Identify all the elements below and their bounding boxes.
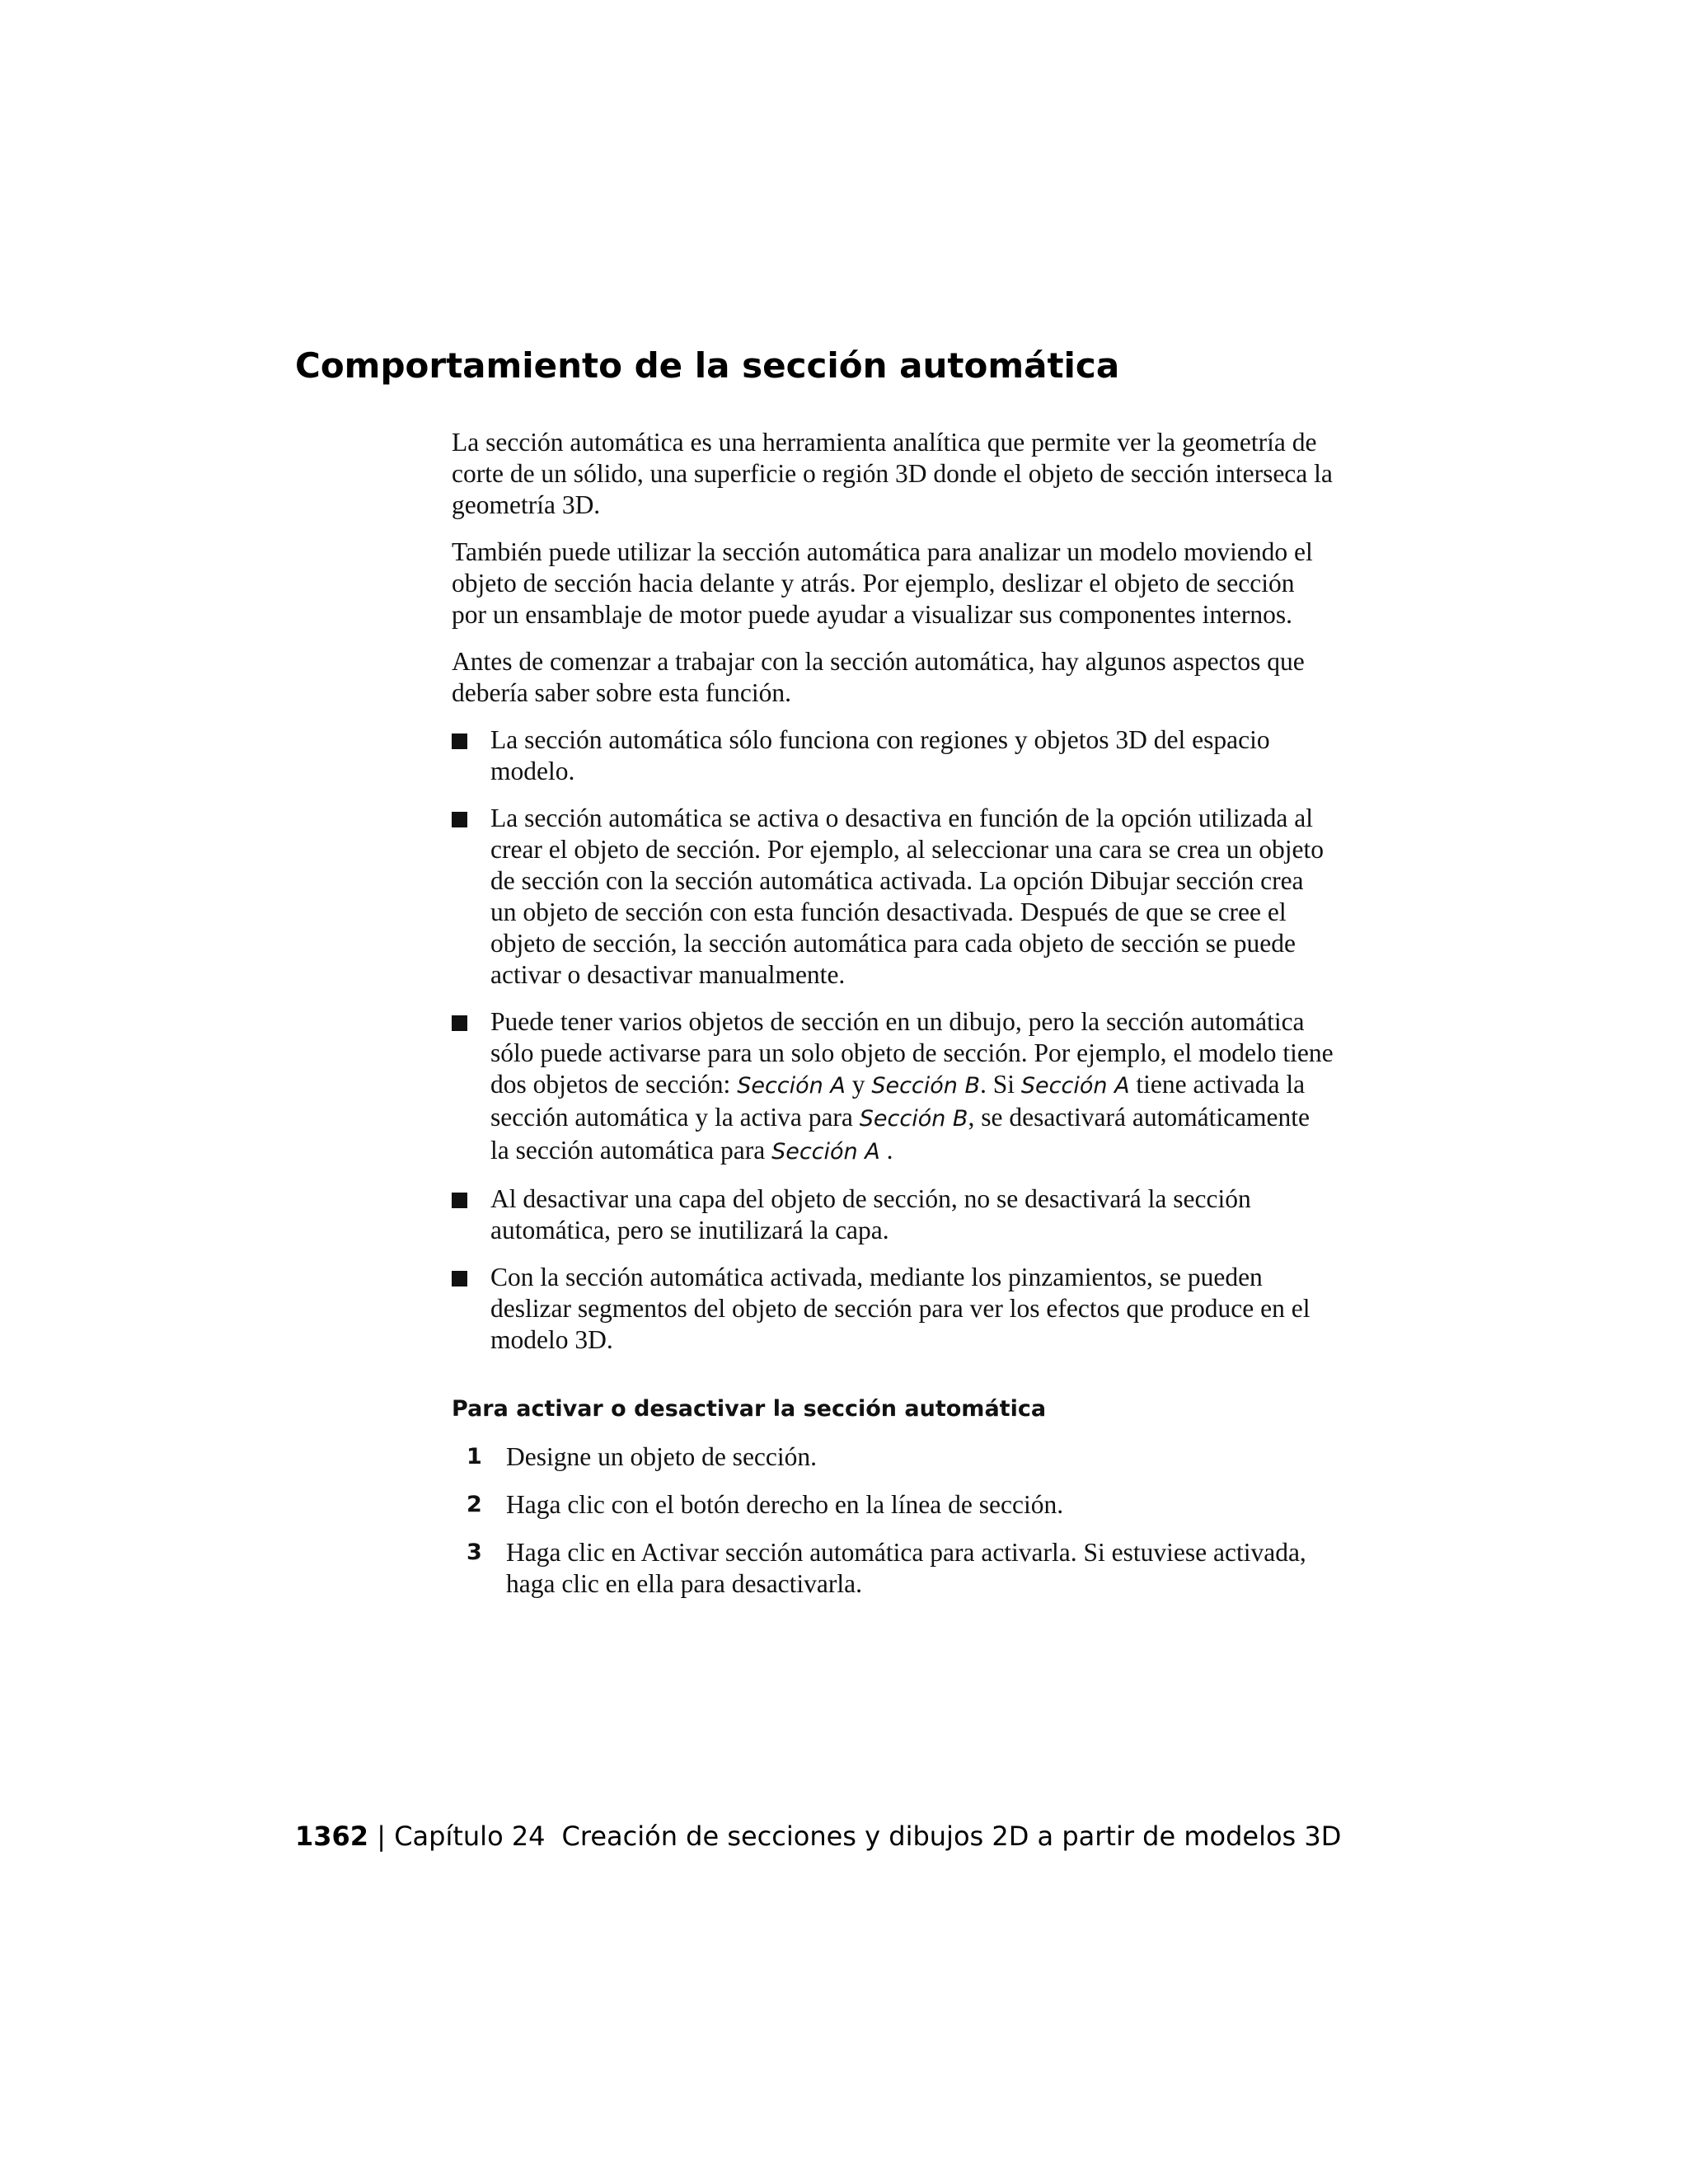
bullet-text: Al desactivar una capa del objeto de sección, no se desactivará la sección automática, pero se inutilizará la capa. (490, 1184, 1251, 1244)
section-heading: Comportamiento de la sección automática (295, 345, 1120, 386)
italic-term: Sección A (771, 1139, 880, 1165)
bullet-text: La sección automática sólo funciona con regiones y objetos 3D del espacio modelo. (490, 725, 1270, 785)
body-content (452, 427, 1334, 1616)
page-number: 1362 (295, 1821, 369, 1852)
bullet-item (452, 803, 1334, 991)
chapter-title: Creación de secciones y dibujos 2D a partir de modelos 3D (561, 1821, 1342, 1852)
bullet-item (452, 1006, 1334, 1168)
square-bullet-icon (452, 733, 467, 749)
paragraph: Antes de comenzar a trabajar con la sección automática, hay algunos aspectos que debería saber sobre esta función. (452, 647, 1305, 707)
bullet-list (452, 724, 1334, 1356)
chapter-label: Capítulo 24 (394, 1821, 546, 1852)
bullet-item (452, 1183, 1334, 1246)
paragraph: La sección automática es una herramienta analítica que permite ver la geometría de corte de un sólido, una superficie o región 3D donde el objeto de sección interseca la geometría 3D. (452, 428, 1333, 519)
step-text: Haga clic en Activar sección automática para activarla. Si estuviese activada, haga clic en ella para desactivarla. (506, 1538, 1306, 1598)
bullet-text: Con la sección automática activada, mediante los pinzamientos, se pueden deslizar segmentos del objeto de sección para ver los efectos que produce en el modelo 3D. (490, 1263, 1311, 1354)
square-bullet-icon (452, 1193, 467, 1208)
italic-term: Sección A (737, 1073, 846, 1099)
step-list (452, 1441, 1334, 1600)
square-bullet-icon (452, 812, 467, 827)
page-footer (295, 1818, 1341, 1854)
step-item (452, 1489, 1334, 1521)
bullet-item (452, 1262, 1334, 1356)
step-number: 2 (467, 1492, 482, 1517)
step-number: 3 (467, 1540, 482, 1565)
text-run: y (845, 1070, 872, 1099)
step-item (452, 1537, 1334, 1600)
bullet-item (452, 724, 1334, 787)
step-item (452, 1441, 1334, 1473)
text-run: tiene activada la sección automática y la activa para (490, 1070, 1306, 1132)
step-text: Designe un objeto de sección. (506, 1442, 818, 1471)
italic-term: Sección A (1020, 1073, 1130, 1099)
text-run: . (879, 1136, 893, 1165)
text-run: . Si (980, 1070, 1021, 1099)
text-run: Puede tener varios objetos de sección en un dibujo, pero la sección automática sólo puede activarse para un solo objeto de sección. Por ejemplo, el modelo tiene dos objetos de sección: (490, 1007, 1334, 1099)
text-run: , se desactivará automáticamente la sección automática para (490, 1103, 1311, 1165)
italic-term: Sección B (871, 1073, 981, 1099)
square-bullet-icon (452, 1015, 467, 1031)
procedure-title: Para activar o desactivar la sección automática (452, 1396, 1047, 1422)
italic-term: Sección B (859, 1106, 968, 1132)
step-number: 1 (467, 1444, 482, 1469)
step-text: Haga clic con el botón derecho en la línea de sección. (506, 1490, 1064, 1519)
bullet-text: La sección automática se activa o desactiva en función de la opción utilizada al crear el objeto de sección. Por ejemplo, al seleccionar una cara se crea un objeto de sección con la sección automática activada. La opción Dibujar sección crea un objeto de sección con esta función desactivada. Después de que se cree el objeto de sección, la sección automática para cada objeto de sección se puede activar o desactivar manualmente. (490, 804, 1325, 989)
footer-separator: | (377, 1821, 387, 1852)
square-bullet-icon (452, 1271, 467, 1286)
paragraph: También puede utilizar la sección automática para analizar un modelo moviendo el objeto de sección hacia delante y atrás. Por ejemplo, deslizar el objeto de sección por un ensamblaje de motor puede ayudar a visualizar sus componentes internos. (452, 537, 1313, 629)
bullet-text (490, 1007, 1334, 1165)
